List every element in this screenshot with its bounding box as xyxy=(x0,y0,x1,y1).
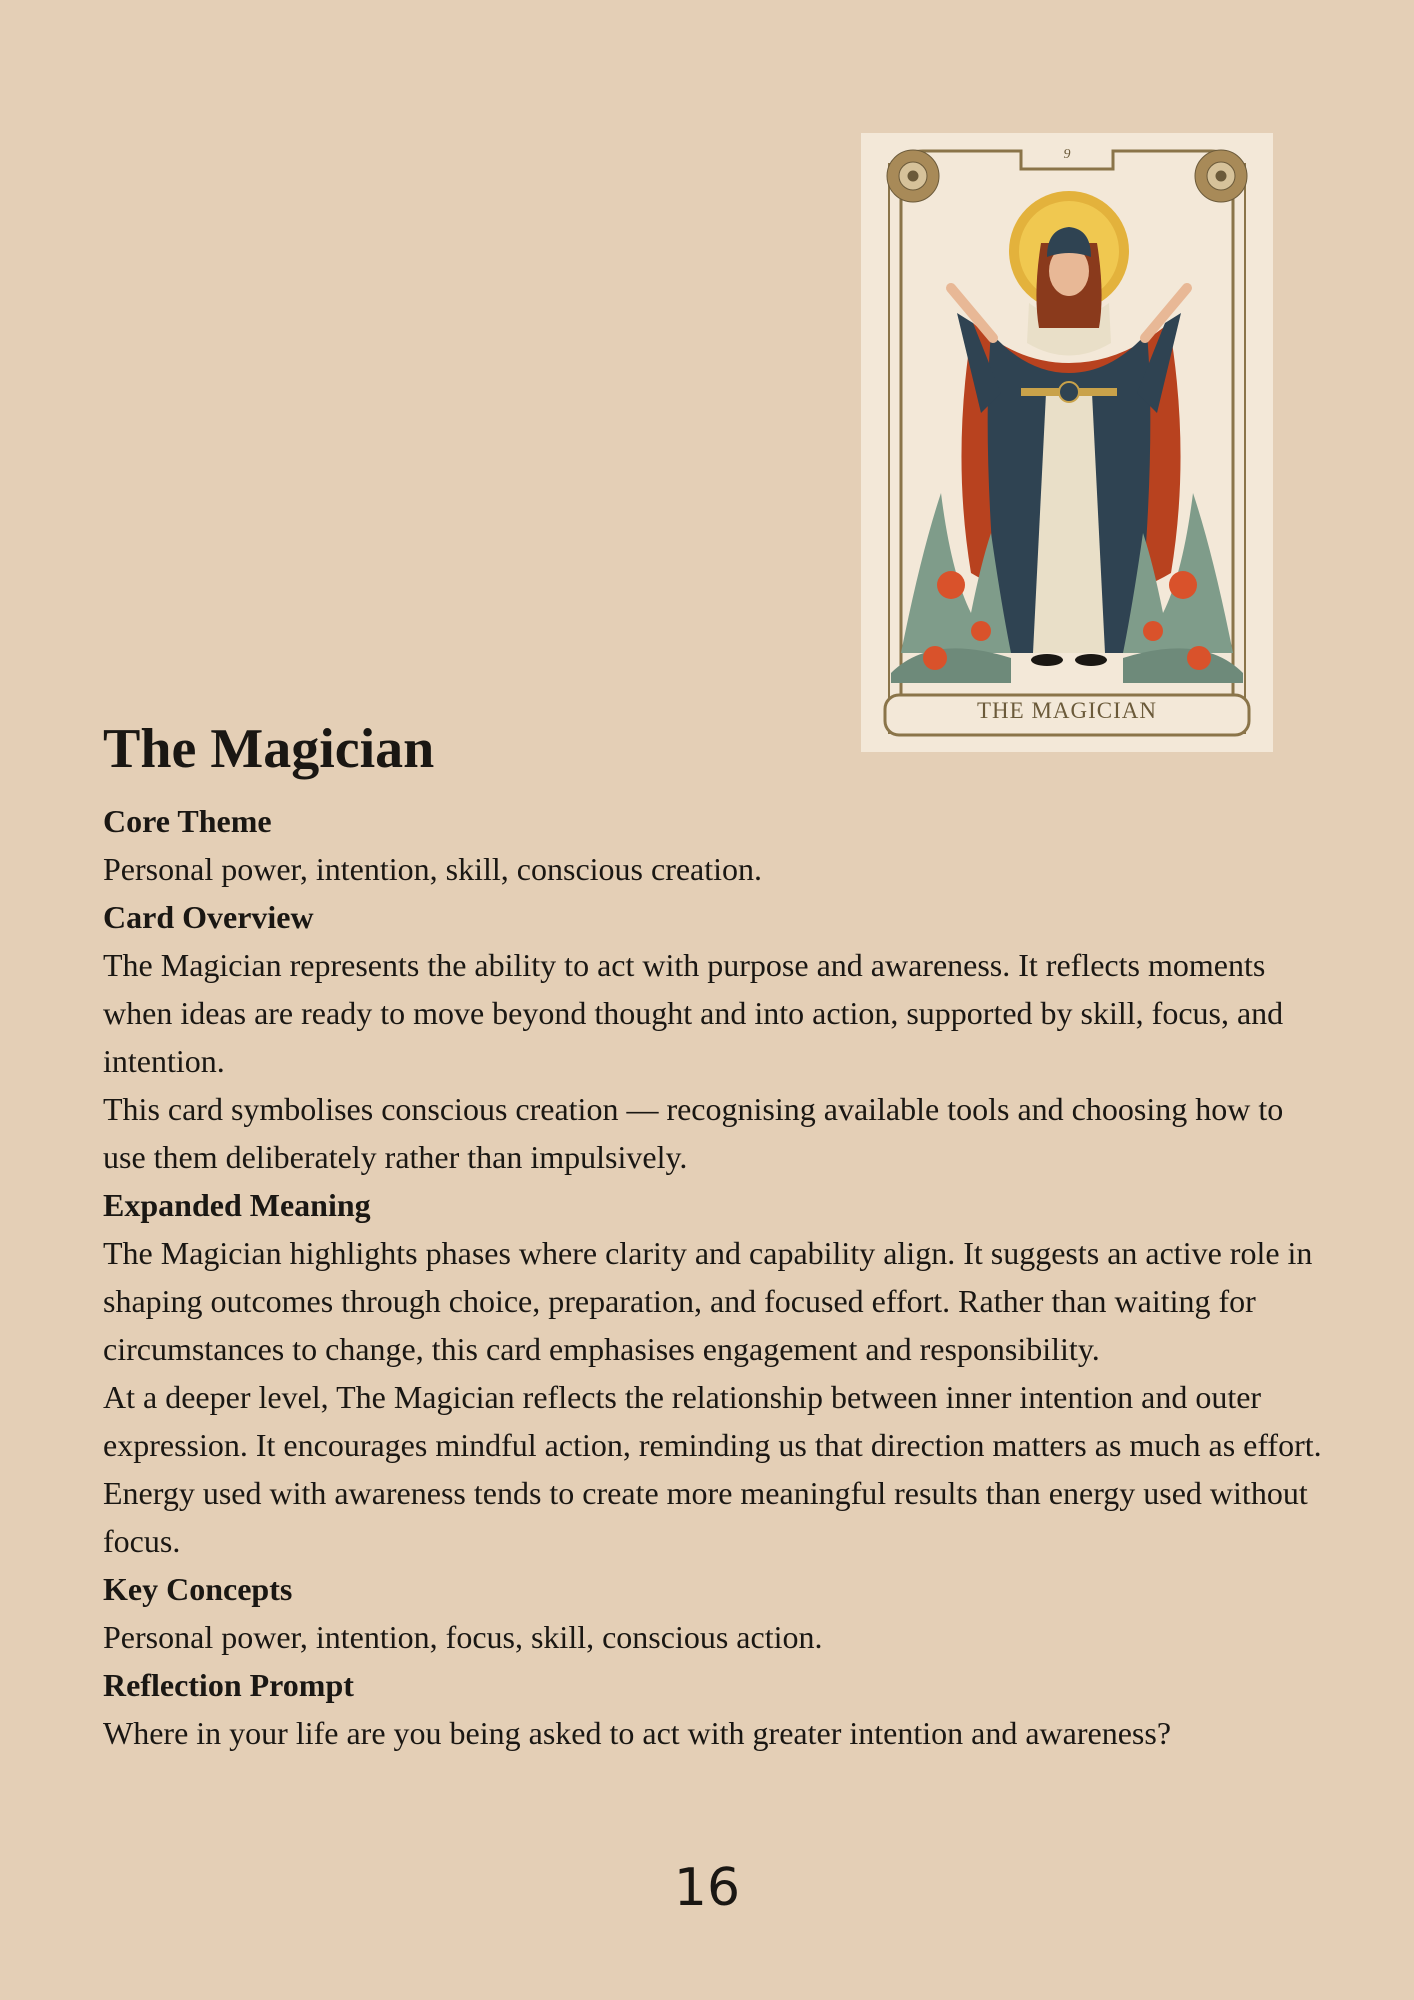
card-description xyxy=(103,713,1323,1757)
section-heading: Expanded Meaning xyxy=(103,1187,371,1223)
card-title: THE MAGICIAN xyxy=(976,698,1157,723)
section-paragraph: This card symbolises conscious creation — recognising available tools and choosing how to use them deliberately rather than impulsively. xyxy=(103,1091,1284,1175)
tarot-card-image xyxy=(861,133,1273,752)
section-key-concepts xyxy=(103,1565,1323,1661)
section-heading: Core Theme xyxy=(103,803,272,839)
section-paragraph: At a deeper level, The Magician reflects the relationship between inner intention and outer expression. It encourages mindful action, reminding us that direction matters as much as effort. Energy used with awareness tends to create more meaningful results than energy used without focus. xyxy=(103,1379,1322,1559)
section-card-overview xyxy=(103,893,1323,1181)
section-heading: Key Concepts xyxy=(103,1571,293,1607)
section-reflection-prompt xyxy=(103,1661,1323,1757)
page-number: 16 xyxy=(673,1858,741,1918)
card-number: 9 xyxy=(1063,147,1071,162)
section-paragraph: Personal power, intention, focus, skill, conscious action. xyxy=(103,1619,823,1655)
magician-illustration xyxy=(861,133,1273,752)
section-paragraph: Personal power, intention, skill, conscious creation. xyxy=(103,851,763,887)
section-expanded-meaning xyxy=(103,1181,1323,1565)
section-core-theme xyxy=(103,797,1323,893)
section-paragraph: Where in your life are you being asked to act with greater intention and awareness? xyxy=(103,1715,1172,1751)
page-title: The Magician xyxy=(103,718,435,780)
section-paragraph: The Magician represents the ability to act with purpose and awareness. It reflects moments when ideas are ready to move beyond thought and into action, supported by skill, focus, and intention. xyxy=(103,947,1284,1079)
section-heading: Reflection Prompt xyxy=(103,1667,354,1703)
section-paragraph: The Magician highlights phases where clarity and capability align. It suggests an active role in shaping outcomes through choice, preparation, and focused effort. Rather than waiting for circumstances to change, this card emphasises engagement and responsibility. xyxy=(103,1235,1313,1367)
section-heading: Card Overview xyxy=(103,899,314,935)
